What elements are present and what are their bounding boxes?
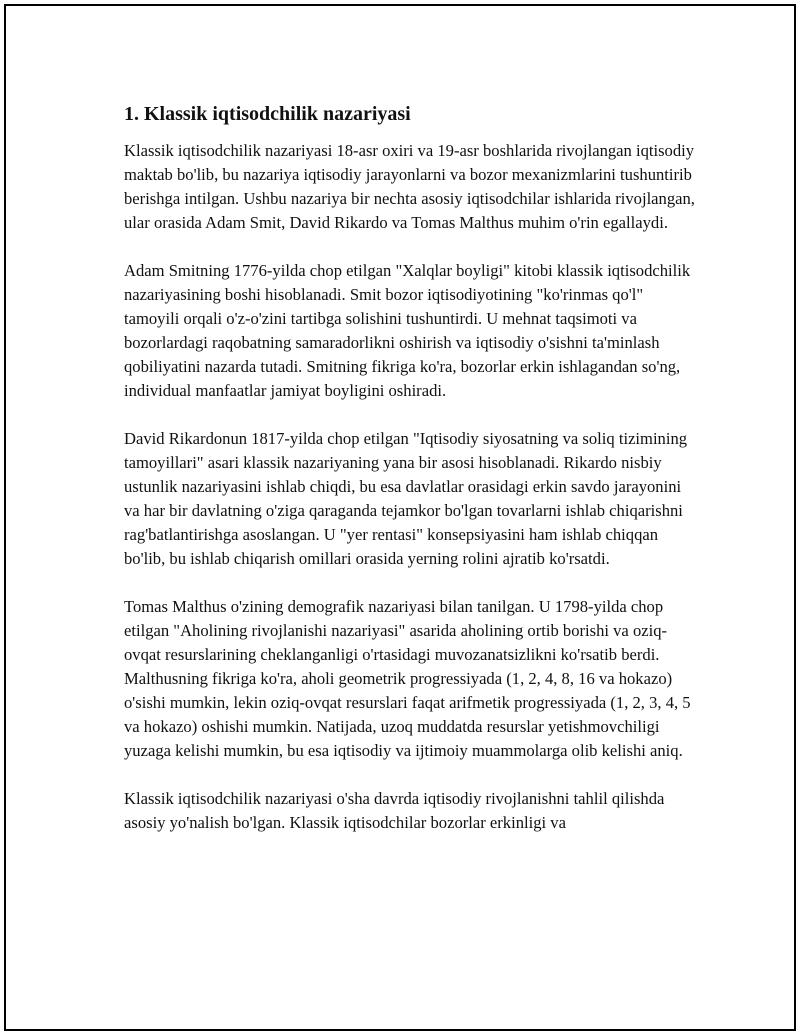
paragraph-david-ricardo: David Rikardonun 1817-yilda chop etilgan "Iqtisodiy siyosatning va soliq tizimining tamoyillari" asari klassik nazariyaning yana bir asosi hisoblanadi. Rikardo nisbiy ustunlik nazariyasini ishlab chiqdi, bu esa davlatlar orasidagi erkin savdo jarayonini va har bir davlatning o'ziga qaraganda tejamkor bo'lgan tovarlarni ishlab chiqarishni rag'batlantirishga asoslangan. U "yer rentasi" konsepsiyasini ham ishlab chiqqan bo'lib, bu ishlab chiqarish omillari orasida yerning rolini ajratib ko'rsatdi. xyxy=(124,429,688,568)
section-heading: 1. Klassik iqtisodchilik nazariyasi xyxy=(124,103,411,125)
paragraph-intro: Klassik iqtisodchilik nazariyasi 18-asr oxiri va 19-asr boshlarida rivojlangan iqtisodiy maktab bo'lib, bu nazariya iqtisodiy jarayonlarni va bozor mexanizmlarini tushuntirib berishga intilgan. Ushbu nazariya bir nechta asosiy iqtisodchilar ishlarida rivojlangan, ular orasida Adam Smit, David Rikardo va Tomas Malthus muhim o'rin egallaydi. xyxy=(124,141,695,232)
paragraph-thomas-malthus: Tomas Malthus o'zining demografik nazariyasi bilan tanilgan. U 1798-yilda chop etilgan "Aholining rivojlanishi nazariyasi" asarida aholining ortib borishi va oziq-ovqat resurslarining cheklanganligi o'rtasidagi muvozanatsizlikni ko'rsatib berdi. Malthusning fikriga ko'ra, aholi geometrik progressiyada (1, 2, 4, 8, 16 va hokazo) o'sishi mumkin, lekin oziq-ovqat resurslari faqat arifmetik progressiyada (1, 2, 3, 4, 5 va hokazo) oshishi mumkin. Natijada, uzoq muddatda resurslar yetishmovchiligi yuzaga kelishi mumkin, bu esa iqtisodiy va ijtimoiy muammolarga olib kelishi aniq. xyxy=(124,597,691,760)
paragraph-conclusion: Klassik iqtisodchilik nazariyasi o'sha davrda iqtisodiy rivojlanishni tahlil qilishda asosiy yo'nalish bo'lgan. Klassik iqtisodchilar bozorlar erkinligi va xyxy=(124,789,665,832)
paragraph-adam-smith: Adam Smitning 1776-yilda chop etilgan "Xalqlar boyligi" kitobi klassik iqtisodchilik nazariyasining boshi hisoblanadi. Smit bozor iqtisodiyotining "ko'rinmas qo'l" tamoyili orqali o'z-o'zini tartibga solishini tushuntirdi. U mehnat taqsimoti va bozorlardagi raqobatning samaradorlikni oshirish va iqtisodiy o'sishni ta'minlash qobiliyatini nazarda tutadi. Smitning fikriga ko'ra, bozorlar erkin ishlagandan so'ng, individual manfaatlar jamiyat boyligini oshiradi. xyxy=(124,261,691,400)
page-frame xyxy=(4,4,796,1031)
document-body xyxy=(124,100,699,859)
